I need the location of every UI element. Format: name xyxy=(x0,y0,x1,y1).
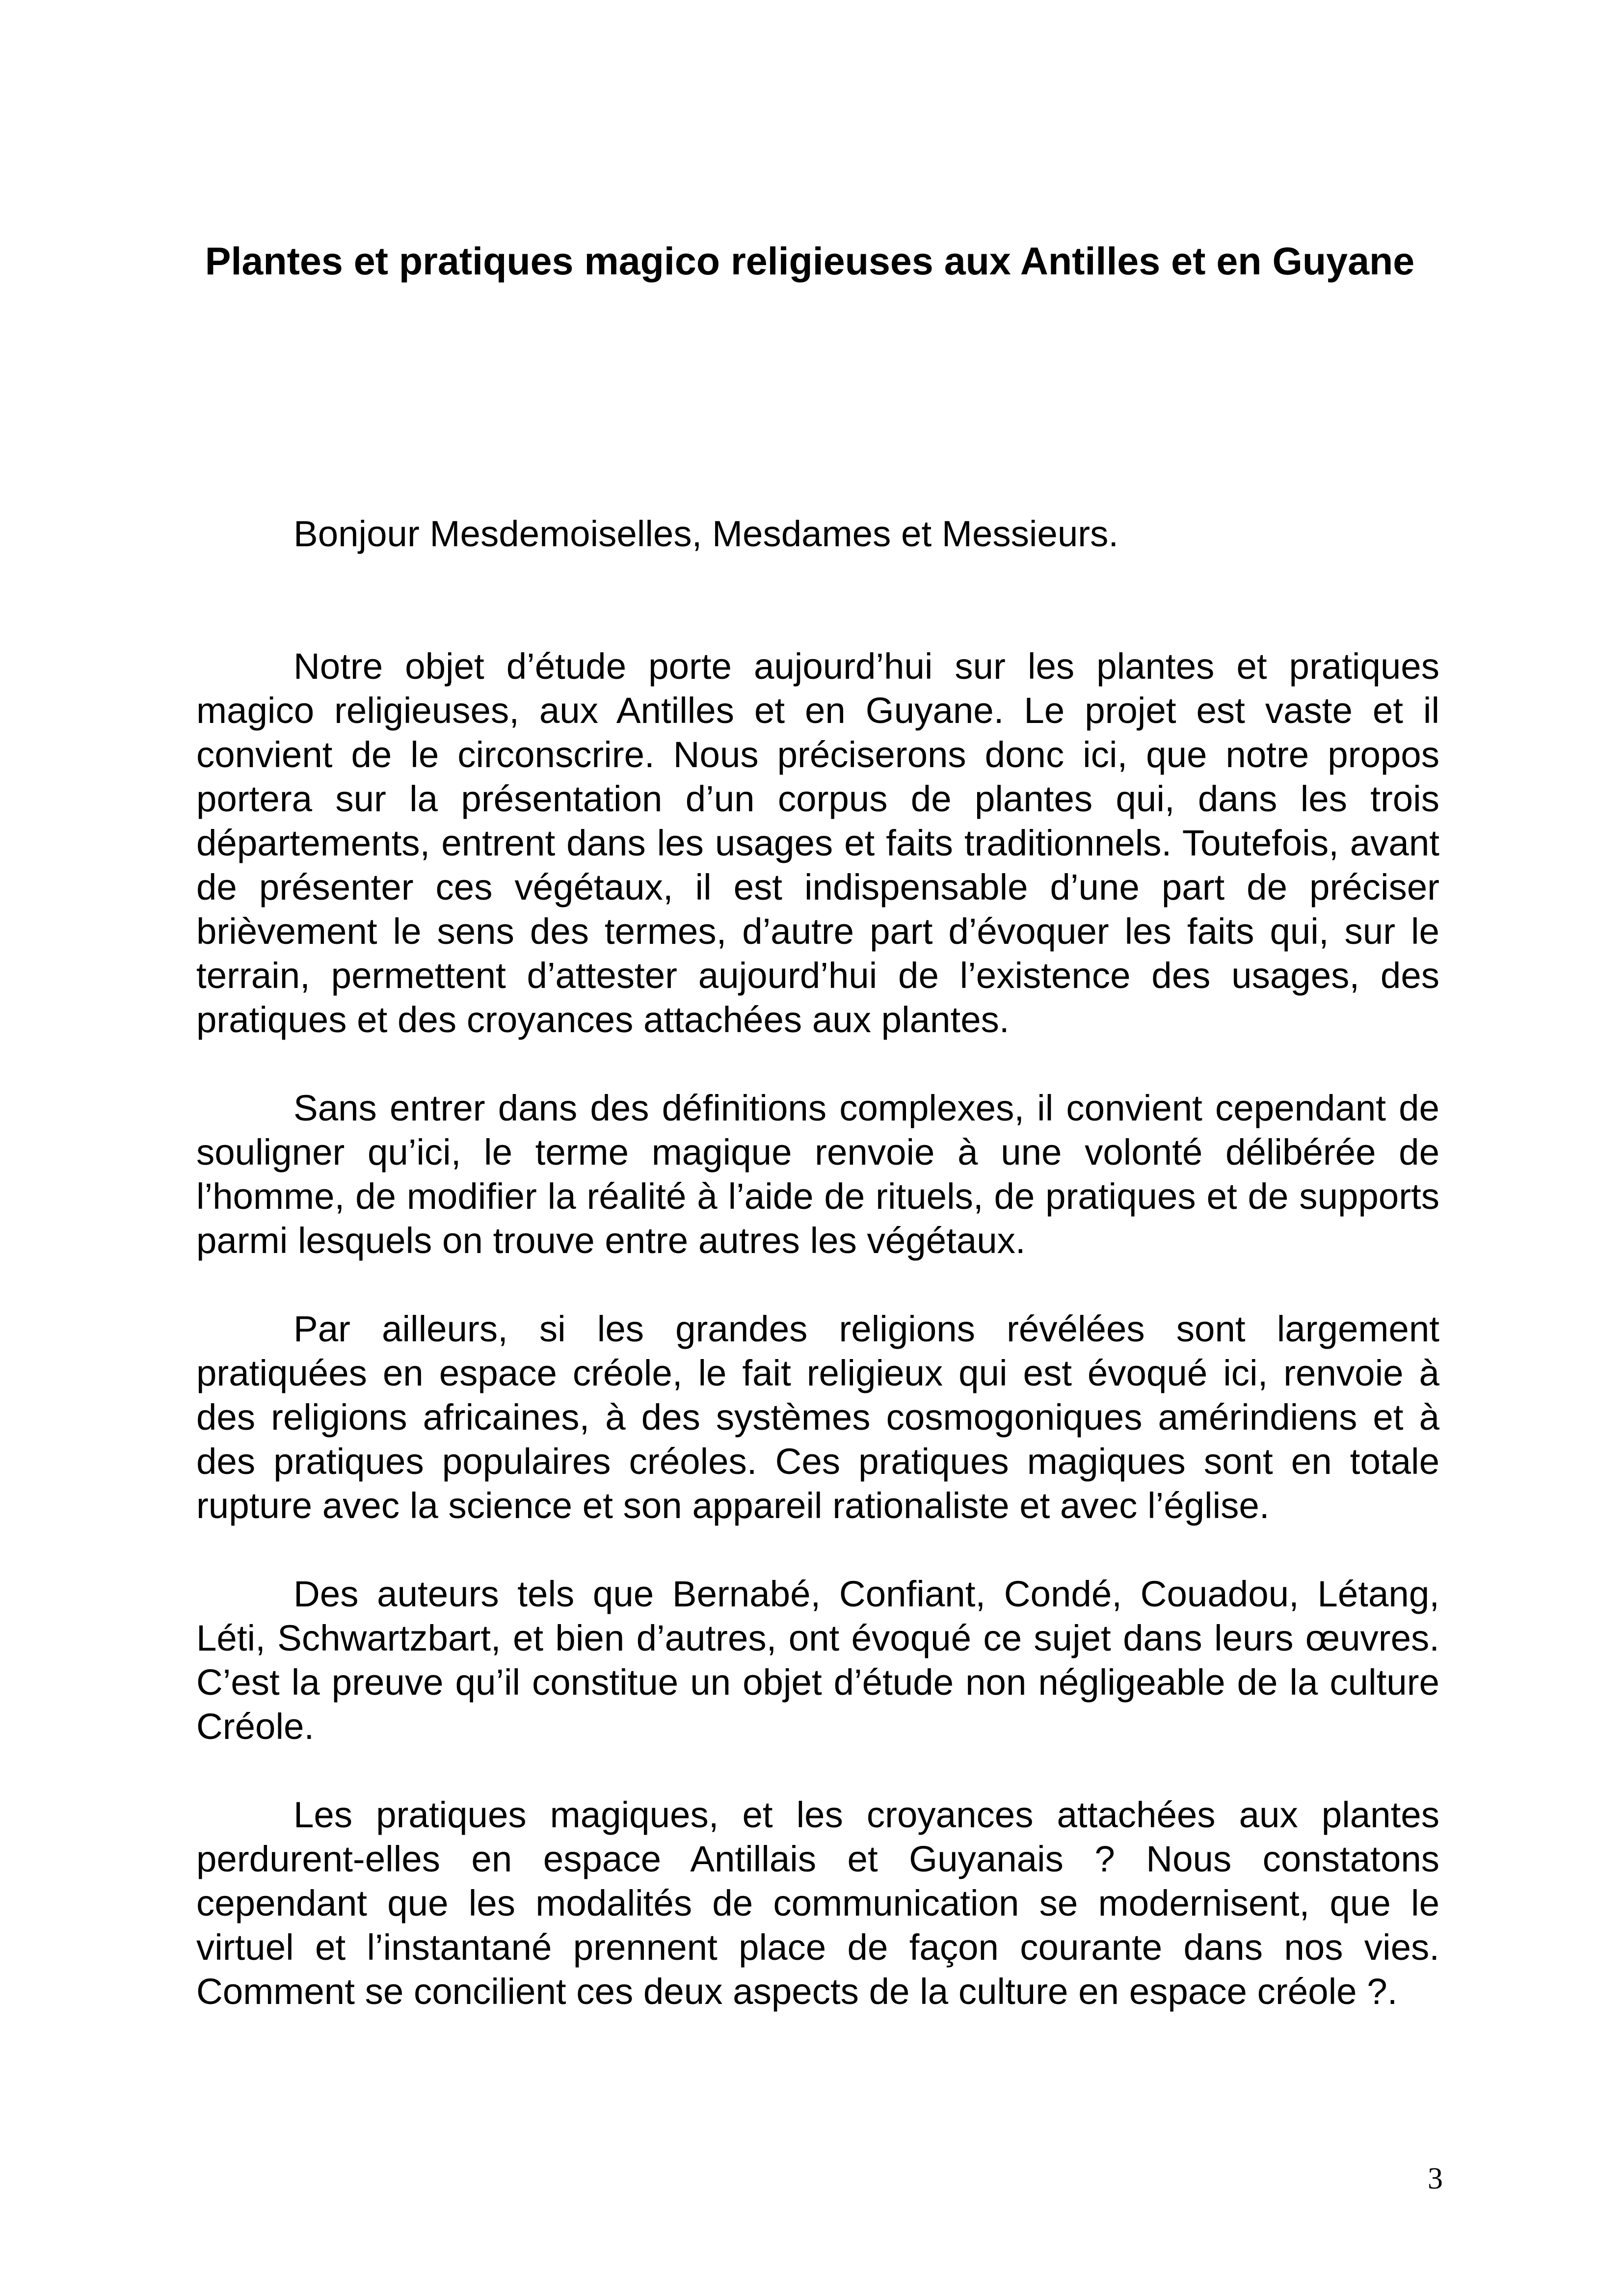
body-paragraph: Des auteurs tels que Bernabé, Confiant, Condé, Couadou, Létang, Léti, Schwartzbart, et bien d’autres, ont évoqué ce sujet dans leurs œuvres. C’est la preuve qu’il constitue un objet d’étude non négligeable de la culture Créole. xyxy=(196,1574,1439,1747)
body-paragraph: Les pratiques magiques, et les croyances attachées aux plantes perdurent-elles en espace Antillais et Guyanais ? Nous constatons cependant que les modalités de communication se modernisent, que le virtuel et l’instantané prennent place de façon courante dans nos vies. Comment se concilient ces deux aspects de la culture en espace créole ?. xyxy=(196,1794,1439,2012)
body-paragraph: Notre objet d’étude porte aujourd’hui sur les plantes et pratiques magico religieuses, aux Antilles et en Guyane. Le projet est vaste et il convient de le circonscrire. Nous préciserons donc ici, que notre propos portera sur la présentation d’un corpus de plantes qui, dans les trois départements, entrent dans les usages et faits traditionnels. Toutefois, avant de présenter ces végétaux, il est indispensable d’une part de préciser brièvement le sens des termes, d’autre part d’évoquer les faits qui, sur le terrain, permettent d’attester aujourd’hui de l’existence des usages, des pratiques et des croyances attachées aux plantes. xyxy=(196,646,1439,1040)
page-number: 3 xyxy=(1428,2162,1443,2195)
greeting-paragraph: Bonjour Mesdemoiselles, Mesdames et Messieurs. xyxy=(293,513,1119,554)
document-title: Plantes et pratiques magico religieuses aux Antilles et en Guyane xyxy=(205,239,1415,283)
body-paragraph: Sans entrer dans des définitions complexes, il convient cependant de souligner qu’ici, le terme magique renvoie à une volonté délibérée de l’homme, de modifier la réalité à l’aide de rituels, de pratiques et de supports parmi lesquels on trouve entre autres les végétaux. xyxy=(196,1088,1439,1261)
body-paragraph: Par ailleurs, si les grandes religions révélées sont largement pratiquées en espace créole, le fait religieux qui est évoqué ici, renvoie à des religions africaines, à des systèmes cosmogoniques amérindiens et à des pratiques populaires créoles. Ces pratiques magiques sont en totale rupture avec la science et son appareil rationaliste et avec l’église. xyxy=(196,1308,1439,1526)
